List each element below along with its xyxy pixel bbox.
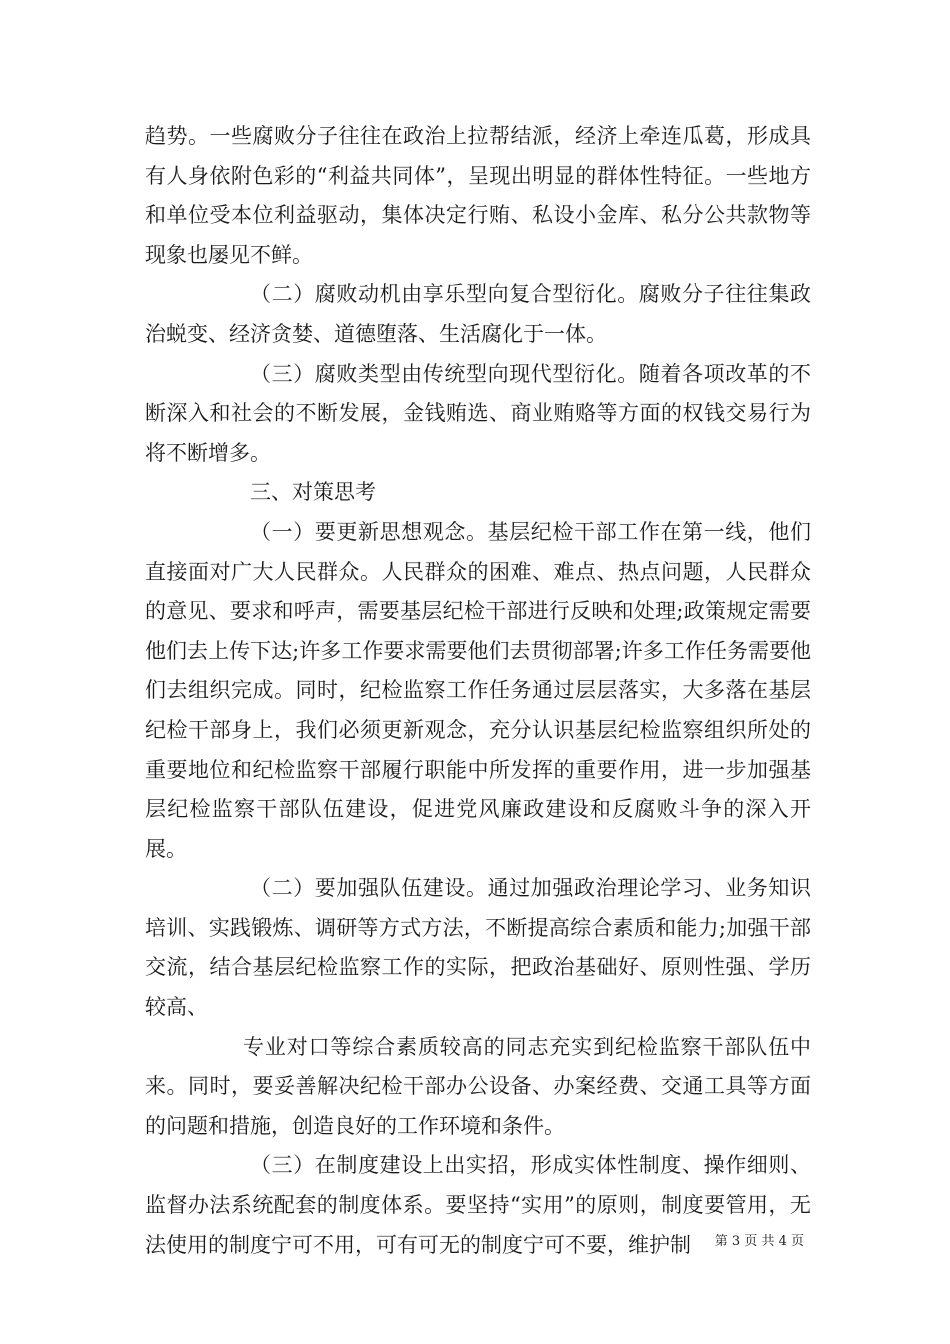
document-body (145, 117, 811, 1265)
paragraph-institution-building: （三）在制度建设上出实招，形成实体性制度、操作细则、监督办法系统配套的制度体系。要坚持“实用”的原则，制度要管用，无法使用的制度宁可不用，可有可无的制度宁可不要，维护制 (145, 1153, 811, 1257)
paragraph-team-building-continued: 专业对口等综合素质较高的同志充实到纪检监察干部队伍中来。同时，要妥善解决纪检干部办公设备、办案经费、交通工具等方面的问题和措施，创造良好的工作环境和条件。 (145, 1034, 811, 1138)
paragraph-corruption-motive: （二）腐败动机由享乐型向复合型衍化。腐败分子往往集政治蜕变、经济贪婪、道德堕落、生活腐化于一体。 (145, 282, 811, 346)
section-heading-countermeasures: 三、对策思考 (250, 480, 376, 505)
paragraph-continued: 趋势。一些腐败分子往往在政治上拉帮结派，经济上牵连瓜葛，形成具有人身依附色彩的“利益共同体”，呈现出明显的群体性特征。一些地方和单位受本位利益驱动，集体决定行贿、私设小金库、私分公共款物等现象也屡见不鲜。 (145, 124, 811, 267)
paragraph-corruption-type: （三）腐败类型由传统型向现代型衍化。随着各项改革的不断深入和社会的不断发展，金钱贿选、商业贿赂等方面的权钱交易行为将不断增多。 (145, 361, 811, 465)
page-number-footer: 第 3 页 共 4 页 (714, 1234, 804, 1249)
paragraph-team-building: （二）要加强队伍建设。通过加强政治理论学习、业务知识培训、实践锻炼、调研等方式方法，不断提高综合素质和能力;加强干部交流，结合基层纪检监察工作的实际，把政治基础好、原则性强、学历较高、 (145, 876, 811, 1020)
paragraph-update-thinking: （一）要更新思想观念。基层纪检干部工作在第一线，他们直接面对广大人民群众。人民群众的困难、难点、热点问题，人民群众的意见、要求和呼声，需要基层纪检干部进行反映和处理;政策规定需要他们去上传下达;许多工作要求需要他们去贯彻部署;许多工作任务需要他们去组织完成。同时，纪检监察工作任务通过层层落实，大多落在基层纪检干部身上，我们必须更新观念，充分认识基层纪检监察组织所处的重要地位和纪检监察干部履行职能中所发挥的重要作用，进一步加强基层纪检监察干部队伍建设，促进党风廉政建设和反腐败斗争的深入开展。 (145, 519, 811, 861)
